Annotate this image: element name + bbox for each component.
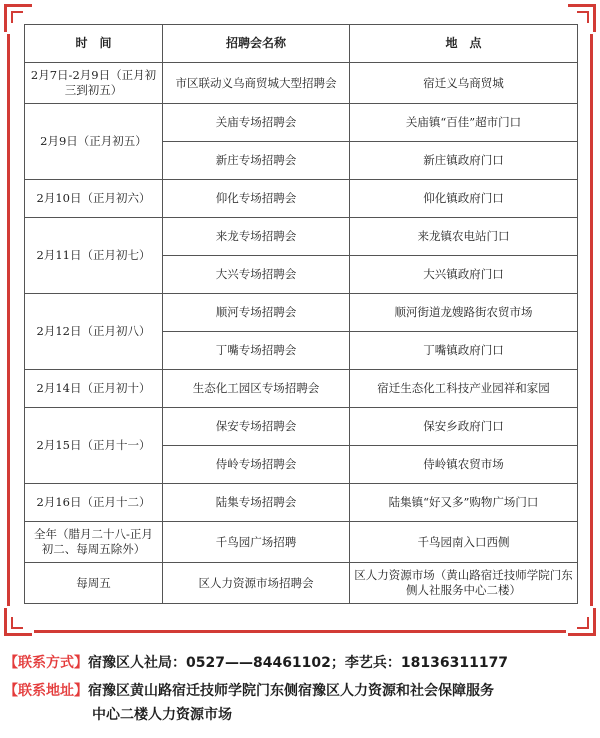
table-row (25, 218, 578, 256)
fair-name-cell: 侍岭专场招聘会 (163, 446, 350, 484)
contact-tag: 【联系方式】 (4, 655, 88, 671)
location-cell: 关庙镇“百佳”超市门口 (350, 104, 578, 142)
table-row (25, 522, 578, 563)
table-header-row (25, 25, 578, 63)
table-row (25, 294, 578, 332)
location-cell: 来龙镇农电站门口 (350, 218, 578, 256)
location-cell: 区人力资源市场（黄山路宿迁技师学院门东侧人社服务中心二楼） (350, 563, 578, 604)
time-cell: 2月9日（正月初五） (25, 104, 163, 180)
time-cell: 2月16日（正月十二） (25, 484, 163, 522)
address-tag: 【联系地址】 (4, 683, 88, 699)
frame-edge (7, 34, 10, 606)
contact-footer (0, 640, 600, 738)
header-location: 地 点 (350, 25, 578, 63)
frame-edge (34, 630, 566, 633)
fair-name-cell: 新庄专场招聘会 (163, 142, 350, 180)
time-cell: 全年（腊月二十八-正月初二、每周五除外） (25, 522, 163, 563)
frame-edge (590, 34, 593, 606)
table-row (25, 484, 578, 522)
table-row (25, 180, 578, 218)
fair-name-cell: 关庙专场招聘会 (163, 104, 350, 142)
fair-name-cell: 大兴专场招聘会 (163, 256, 350, 294)
address-line-continued: 中心二楼人力资源市场 (92, 707, 232, 723)
frame-corner-ornament (568, 608, 596, 636)
contact-text: 宿豫区人社局：0527——84461102；李艺兵：18136311177 (88, 655, 509, 671)
fair-name-cell: 陆集专场招聘会 (163, 484, 350, 522)
header-fair-name: 招聘会名称 (163, 25, 350, 63)
location-cell: 保安乡政府门口 (350, 408, 578, 446)
location-cell: 丁嘴镇政府门口 (350, 332, 578, 370)
time-cell: 每周五 (25, 563, 163, 604)
table-row (25, 408, 578, 446)
time-cell: 2月7日-2月9日（正月初三到初五） (25, 63, 163, 104)
time-cell: 2月14日（正月初十） (25, 370, 163, 408)
location-cell: 仰化镇政府门口 (350, 180, 578, 218)
location-cell: 陆集镇“好又多”购物广场门口 (350, 484, 578, 522)
contact-line (4, 652, 508, 674)
fair-name-cell: 生态化工园区专场招聘会 (163, 370, 350, 408)
location-cell: 新庄镇政府门口 (350, 142, 578, 180)
table-row (25, 63, 578, 104)
table-row (25, 563, 578, 604)
fair-name-cell: 仰化专场招聘会 (163, 180, 350, 218)
address-line (4, 680, 494, 702)
table-row (25, 104, 578, 142)
location-cell: 千鸟园南入口西侧 (350, 522, 578, 563)
time-cell: 2月15日（正月十一） (25, 408, 163, 484)
time-cell: 2月10日（正月初六） (25, 180, 163, 218)
fair-name-cell: 顺河专场招聘会 (163, 294, 350, 332)
fair-name-cell: 市区联动义乌商贸城大型招聘会 (163, 63, 350, 104)
table-row (25, 370, 578, 408)
header-time: 时 间 (25, 25, 163, 63)
address-text: 宿豫区黄山路宿迁技师学院门东侧宿豫区人力资源和社会保障服务 (88, 683, 494, 699)
fair-name-cell: 来龙专场招聘会 (163, 218, 350, 256)
location-cell: 顺河街道龙嫂路街农贸市场 (350, 294, 578, 332)
location-cell: 宿迁生态化工科技产业园祥和家园 (350, 370, 578, 408)
location-cell: 侍岭镇农贸市场 (350, 446, 578, 484)
time-cell: 2月12日（正月初八） (25, 294, 163, 370)
fair-name-cell: 保安专场招聘会 (163, 408, 350, 446)
location-cell: 大兴镇政府门口 (350, 256, 578, 294)
fair-name-cell: 千鸟园广场招聘 (163, 522, 350, 563)
location-cell: 宿迁义乌商贸城 (350, 63, 578, 104)
time-cell: 2月11日（正月初七） (25, 218, 163, 294)
fair-name-cell: 丁嘴专场招聘会 (163, 332, 350, 370)
fair-name-cell: 区人力资源市场招聘会 (163, 563, 350, 604)
job-fair-schedule-table (24, 24, 578, 604)
frame-corner-ornament (4, 608, 32, 636)
